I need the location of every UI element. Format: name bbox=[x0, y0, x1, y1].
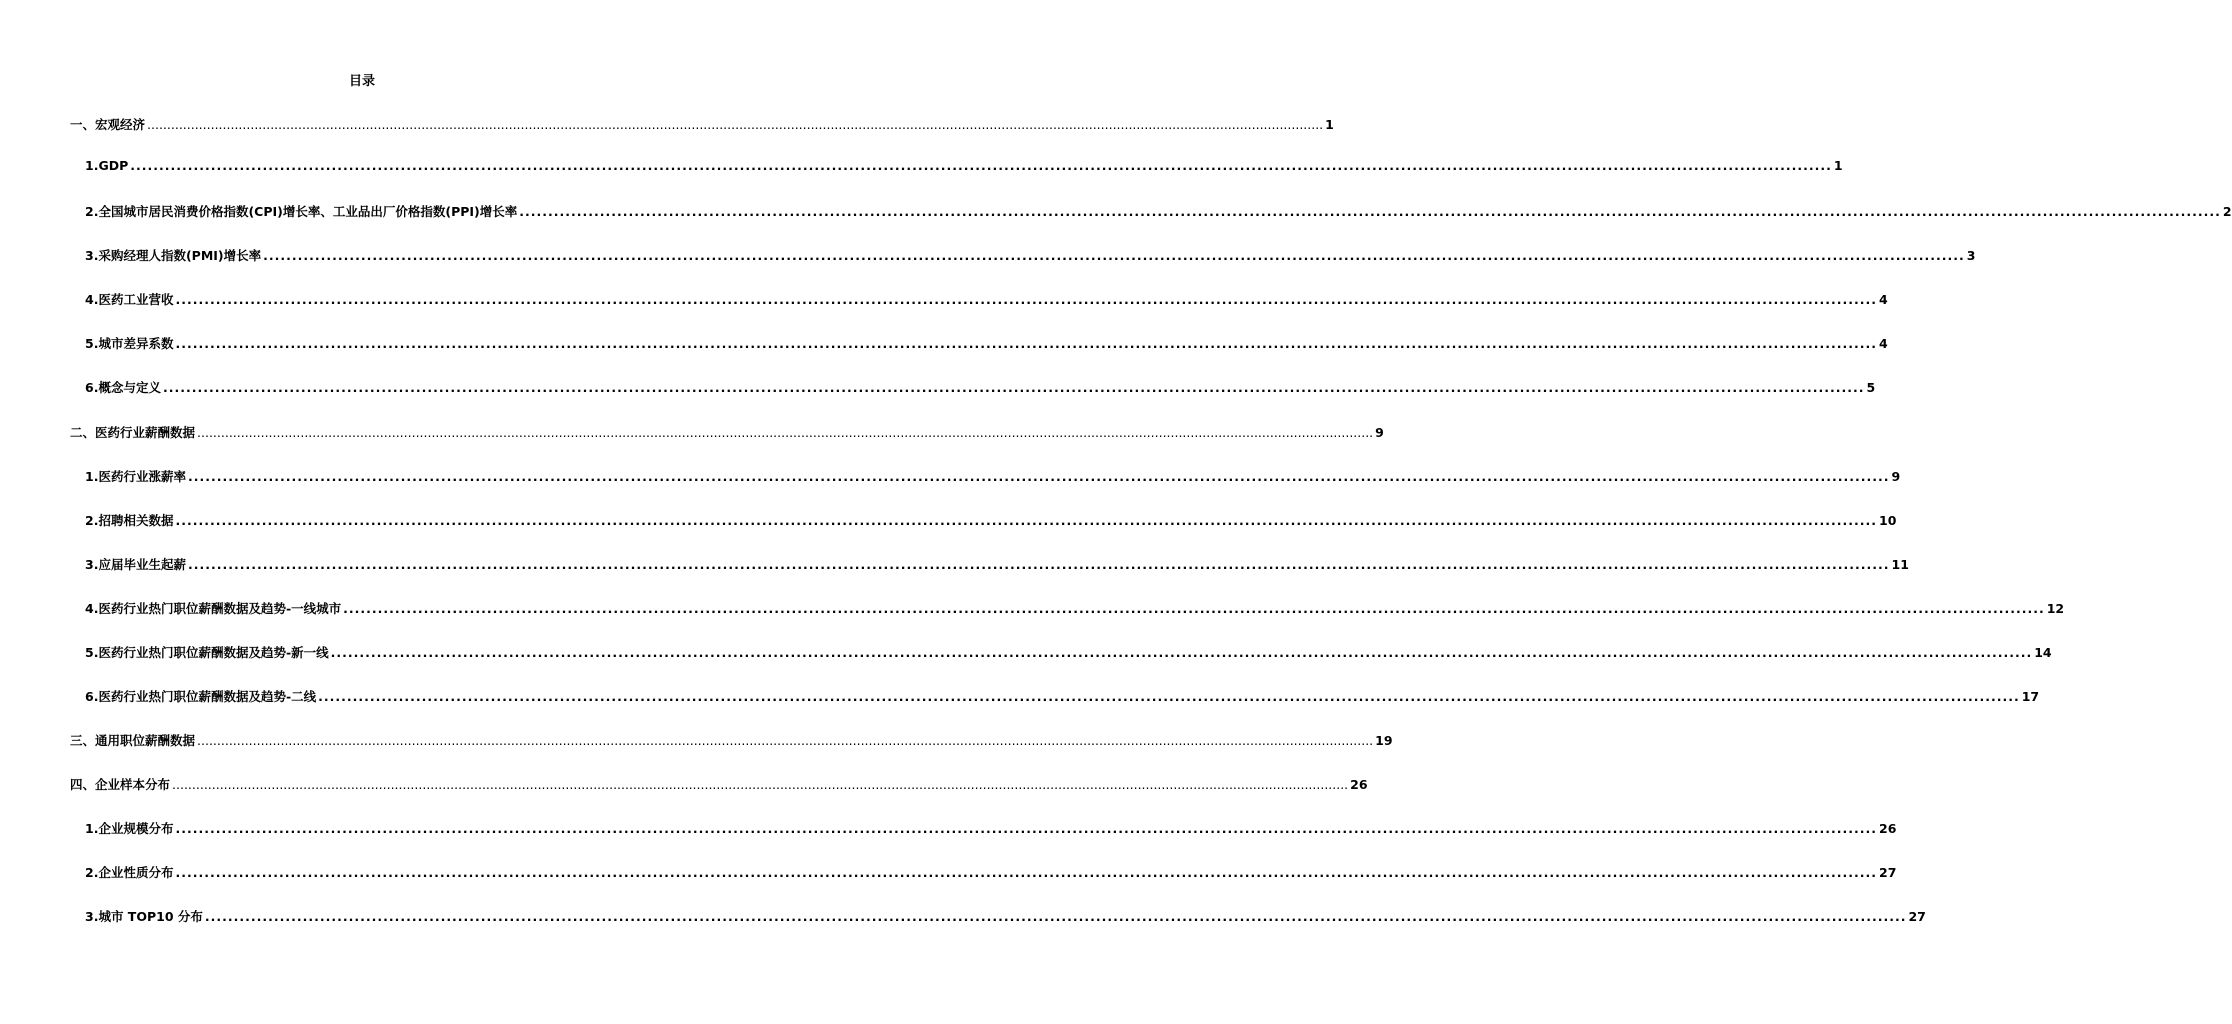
toc-entry-page: 4 bbox=[1879, 292, 1888, 307]
toc-entry-page: 3 bbox=[1966, 248, 1976, 263]
toc-entry-page: 1 bbox=[1833, 158, 1843, 173]
toc-entry-1-1[interactable] bbox=[85, 158, 1843, 173]
toc-entry-number: 6. bbox=[85, 689, 99, 704]
toc-leader-dots bbox=[175, 513, 1877, 528]
toc-entry-number: 四、 bbox=[70, 777, 96, 792]
toc-leader-dots bbox=[188, 469, 1890, 484]
toc-entry-page: 5 bbox=[1866, 380, 1876, 395]
toc-entry-number: 6. bbox=[85, 380, 99, 395]
toc-entry-1-3[interactable] bbox=[85, 246, 1976, 264]
toc-leader-dots bbox=[175, 292, 1877, 307]
toc-entry-page: 10 bbox=[1879, 513, 1897, 528]
toc-leader-dots bbox=[147, 117, 1323, 132]
toc-entry-label: 城市差异系数 bbox=[98, 336, 174, 351]
toc-entry-2-1[interactable] bbox=[85, 467, 1901, 485]
toc-entry-label: 医药行业薪酬数据 bbox=[95, 425, 196, 440]
toc-entry-label: 概念与定义 bbox=[98, 380, 161, 395]
toc-entry-label: 企业性质分布 bbox=[98, 865, 174, 880]
toc-entry-page: 1 bbox=[1325, 117, 1334, 132]
toc-leader-dots bbox=[197, 425, 1373, 440]
toc-entry-label: 企业样本分布 bbox=[95, 777, 171, 792]
toc-entry-label: 医药行业热门职位薪酬数据及趋势-新一线 bbox=[98, 645, 329, 660]
toc-entry-label: 招聘相关数据 bbox=[98, 513, 174, 528]
toc-leader-dots bbox=[175, 821, 1877, 836]
toc-entry-number: 二、 bbox=[70, 425, 96, 440]
toc-entry-number: 1. bbox=[85, 158, 99, 173]
toc-entry-page: 4 bbox=[1879, 336, 1888, 351]
toc-leader-dots bbox=[263, 248, 1965, 263]
toc-entry-1-5[interactable] bbox=[85, 334, 1888, 352]
toc-entry-page: 27 bbox=[1879, 865, 1897, 880]
toc-entry-number: 2. bbox=[85, 204, 99, 219]
toc-entry-label: 医药行业热门职位薪酬数据及趋势-二线 bbox=[98, 689, 317, 704]
toc-entry-2-3[interactable] bbox=[85, 555, 1909, 573]
toc-entry-page: 9 bbox=[1375, 425, 1384, 440]
toc-entry-label: 医药工业营收 bbox=[98, 292, 174, 307]
toc-leader-dots bbox=[163, 380, 1865, 395]
toc-leader-dots bbox=[130, 158, 1832, 173]
toc-entry-number: 一、 bbox=[70, 117, 96, 132]
toc-entry-number: 3. bbox=[85, 248, 99, 263]
toc-entry-label: GDP bbox=[98, 158, 129, 173]
toc-entry-4-1[interactable] bbox=[85, 819, 1897, 837]
toc-entry-section-1[interactable] bbox=[70, 115, 1334, 133]
toc-entry-1-6[interactable] bbox=[85, 378, 1876, 396]
toc-entry-number: 1. bbox=[85, 469, 99, 484]
toc-entry-number: 2. bbox=[85, 865, 99, 880]
toc-entry-page: 17 bbox=[2021, 689, 2040, 704]
toc-leader-dots bbox=[205, 909, 1907, 924]
toc-entry-label: 城市 TOP10 分布 bbox=[98, 909, 203, 924]
toc-leader-dots bbox=[188, 557, 1890, 572]
toc-entry-section-2[interactable] bbox=[70, 423, 1384, 441]
toc-leader-dots bbox=[343, 601, 2045, 616]
toc-entry-page: 27 bbox=[1908, 909, 1926, 924]
toc-entry-section-4[interactable] bbox=[70, 775, 1368, 793]
toc-entry-number: 三、 bbox=[70, 733, 96, 748]
toc-leader-dots bbox=[331, 645, 2033, 660]
toc-entry-number: 4. bbox=[85, 601, 99, 616]
toc-leader-dots bbox=[175, 336, 1877, 351]
toc-entry-number: 2. bbox=[85, 513, 99, 528]
toc-entry-4-2[interactable] bbox=[85, 863, 1897, 881]
toc-leader-dots bbox=[519, 204, 2221, 219]
toc-entry-2-4[interactable] bbox=[85, 599, 2065, 617]
toc-entry-2-5[interactable] bbox=[85, 643, 2052, 661]
toc-entry-label: 医药行业涨薪率 bbox=[98, 469, 186, 484]
toc-entry-2-2[interactable] bbox=[85, 511, 1897, 529]
toc-entry-label: 医药行业热门职位薪酬数据及趋势-一线城市 bbox=[98, 601, 342, 616]
toc-entry-page: 14 bbox=[2034, 645, 2052, 660]
toc-entry-2-6[interactable] bbox=[85, 687, 2040, 705]
toc-entry-number: 3. bbox=[85, 557, 99, 572]
toc-entry-4-3[interactable] bbox=[85, 907, 1926, 925]
toc-entry-page: 12 bbox=[2046, 601, 2065, 616]
toc-entry-page: 2 bbox=[2222, 204, 2232, 219]
toc-entry-1-2[interactable] bbox=[85, 202, 2232, 220]
toc-entry-page: 11 bbox=[1891, 557, 1909, 572]
toc-entry-label: 应届毕业生起薪 bbox=[98, 557, 186, 572]
toc-leader-dots bbox=[197, 733, 1373, 748]
toc-leader-dots bbox=[318, 689, 2020, 704]
toc-entry-page: 9 bbox=[1891, 469, 1901, 484]
toc-entry-number: 5. bbox=[85, 645, 99, 660]
toc-entry-label: 采购经理人指数(PMI)增长率 bbox=[98, 248, 262, 263]
toc-entry-number: 1. bbox=[85, 821, 99, 836]
toc-entry-label: 通用职位薪酬数据 bbox=[95, 733, 196, 748]
toc-entry-label: 宏观经济 bbox=[95, 117, 146, 132]
toc-entry-1-4[interactable] bbox=[85, 290, 1888, 308]
toc-entry-number: 3. bbox=[85, 909, 99, 924]
toc-entry-page: 26 bbox=[1879, 821, 1897, 836]
toc-leader-dots bbox=[175, 865, 1877, 880]
toc-entry-number: 5. bbox=[85, 336, 99, 351]
toc-entry-label: 全国城市居民消费价格指数(CPI)增长率、工业品出厂价格指数(PPI)增长率 bbox=[98, 204, 518, 219]
toc-entry-label: 企业规模分布 bbox=[98, 821, 174, 836]
toc-entry-section-3[interactable] bbox=[70, 731, 1393, 749]
toc-entry-page: 26 bbox=[1350, 777, 1368, 792]
toc-entry-number: 4. bbox=[85, 292, 99, 307]
toc-leader-dots bbox=[172, 777, 1348, 792]
toc-entry-page: 19 bbox=[1375, 733, 1393, 748]
toc-title: 目录 bbox=[348, 74, 375, 89]
